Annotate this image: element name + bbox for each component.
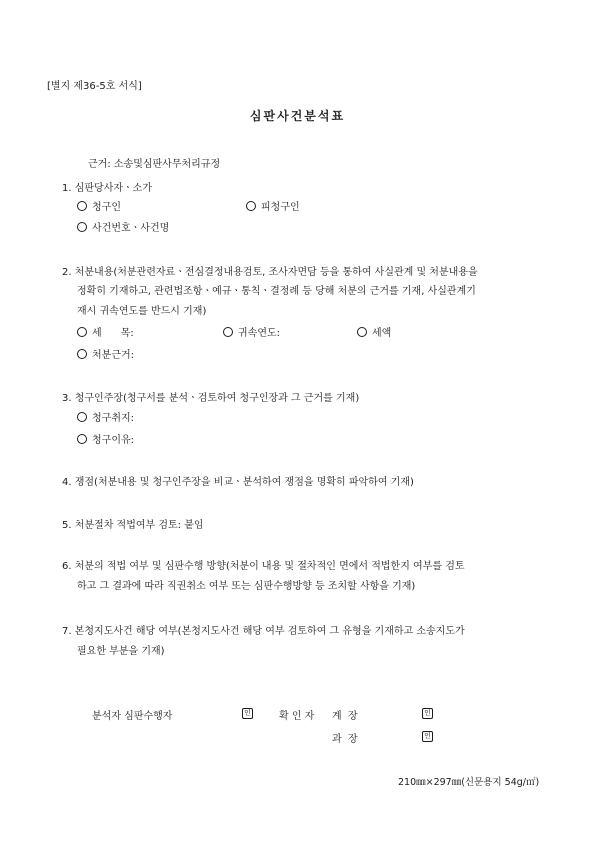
section-2-line: 정확히 기재하고, 관련법조항ㆍ예규ㆍ통칙ㆍ결정례 등 당해 처분의 근거를 기재, 사실관계기 bbox=[77, 286, 476, 297]
checkbox-circle-icon bbox=[223, 327, 233, 337]
section-7-line: 필요한 부분을 기재) bbox=[77, 646, 165, 657]
section-7-heading: 7. 본청지도사건 해당 여부(본청지도사건 해당 여부 검토하여 그 유형을 기재하고 소송지도가 bbox=[62, 626, 465, 637]
form-code: [별지 제36-5호 서식] bbox=[47, 81, 142, 92]
section-2-line: 재시 귀속연도를 반드시 기재) bbox=[77, 306, 207, 317]
team-lead-stamp bbox=[422, 707, 433, 719]
field-claim-purpose: 청구취지: bbox=[77, 409, 134, 424]
option-claimant: 청구인 bbox=[77, 198, 121, 213]
field-tax-amount: 세액 bbox=[357, 324, 391, 339]
seal-stamp-icon: 인 bbox=[422, 708, 433, 719]
analyst-stamp bbox=[242, 707, 253, 719]
section-chief-label: 과 장 bbox=[332, 734, 358, 745]
page-title: 심판사건분석표 bbox=[249, 109, 346, 123]
analyst-label: 분석자 심판수행자 bbox=[92, 711, 173, 722]
team-lead-label: 계 장 bbox=[332, 711, 358, 722]
field-tax-item: 세 목: bbox=[77, 324, 134, 339]
confirmer-label: 확 인 자 bbox=[279, 711, 315, 722]
checkbox-circle-icon bbox=[77, 201, 87, 211]
checkbox-circle-icon bbox=[77, 412, 87, 422]
checkbox-circle-icon bbox=[77, 434, 87, 444]
regulation-basis: 근거: 소송및심판사무처리규정 bbox=[88, 159, 221, 170]
section-1-heading: 1. 심판당사자ㆍ소가 bbox=[62, 183, 152, 194]
field-disposition-basis: 처분근거: bbox=[77, 346, 134, 361]
paper-spec-footer: 210㎜×297㎜(신문용지 54g/㎡) bbox=[398, 777, 540, 788]
option-case-number-name: 사건번호ㆍ사건명 bbox=[77, 219, 169, 234]
section-4-heading: 4. 쟁점(처분내용 및 청구인주장을 비교ㆍ분석하여 쟁점을 명확히 파악하여 기재) bbox=[62, 477, 414, 488]
field-attribution-year: 귀속연도: bbox=[223, 324, 280, 339]
field-claim-reason: 청구이유: bbox=[77, 431, 134, 446]
section-5-heading: 5. 처분절차 적법여부 검토: 붙임 bbox=[62, 520, 204, 531]
section-6-line: 하고 그 결과에 따라 직권취소 여부 또는 심판수행방향 등 조치할 사항을 기재) bbox=[77, 581, 416, 592]
checkbox-circle-icon bbox=[246, 201, 256, 211]
section-2-heading: 2. 처분내용(처분관련자료ㆍ전심결정내용검토, 조사자면담 등을 통하여 사실관계 및 처분내용을 bbox=[62, 267, 478, 278]
checkbox-circle-icon bbox=[77, 349, 87, 359]
option-respondent: 피청구인 bbox=[246, 198, 300, 213]
checkbox-circle-icon bbox=[357, 327, 367, 337]
checkbox-circle-icon bbox=[77, 327, 87, 337]
seal-stamp-icon: 인 bbox=[242, 708, 253, 719]
section-3-heading: 3. 청구인주장(청구서를 분석ㆍ검토하여 청구인장과 그 근거를 기재) bbox=[62, 393, 360, 404]
seal-stamp-icon: 인 bbox=[422, 731, 433, 742]
section-6-heading: 6. 처분의 적법 여부 및 심판수행 방향(처분이 내용 및 절차적인 면에서 적법한지 여부를 검토 bbox=[62, 561, 465, 572]
section-chief-stamp bbox=[422, 730, 433, 742]
checkbox-circle-icon bbox=[77, 222, 87, 232]
